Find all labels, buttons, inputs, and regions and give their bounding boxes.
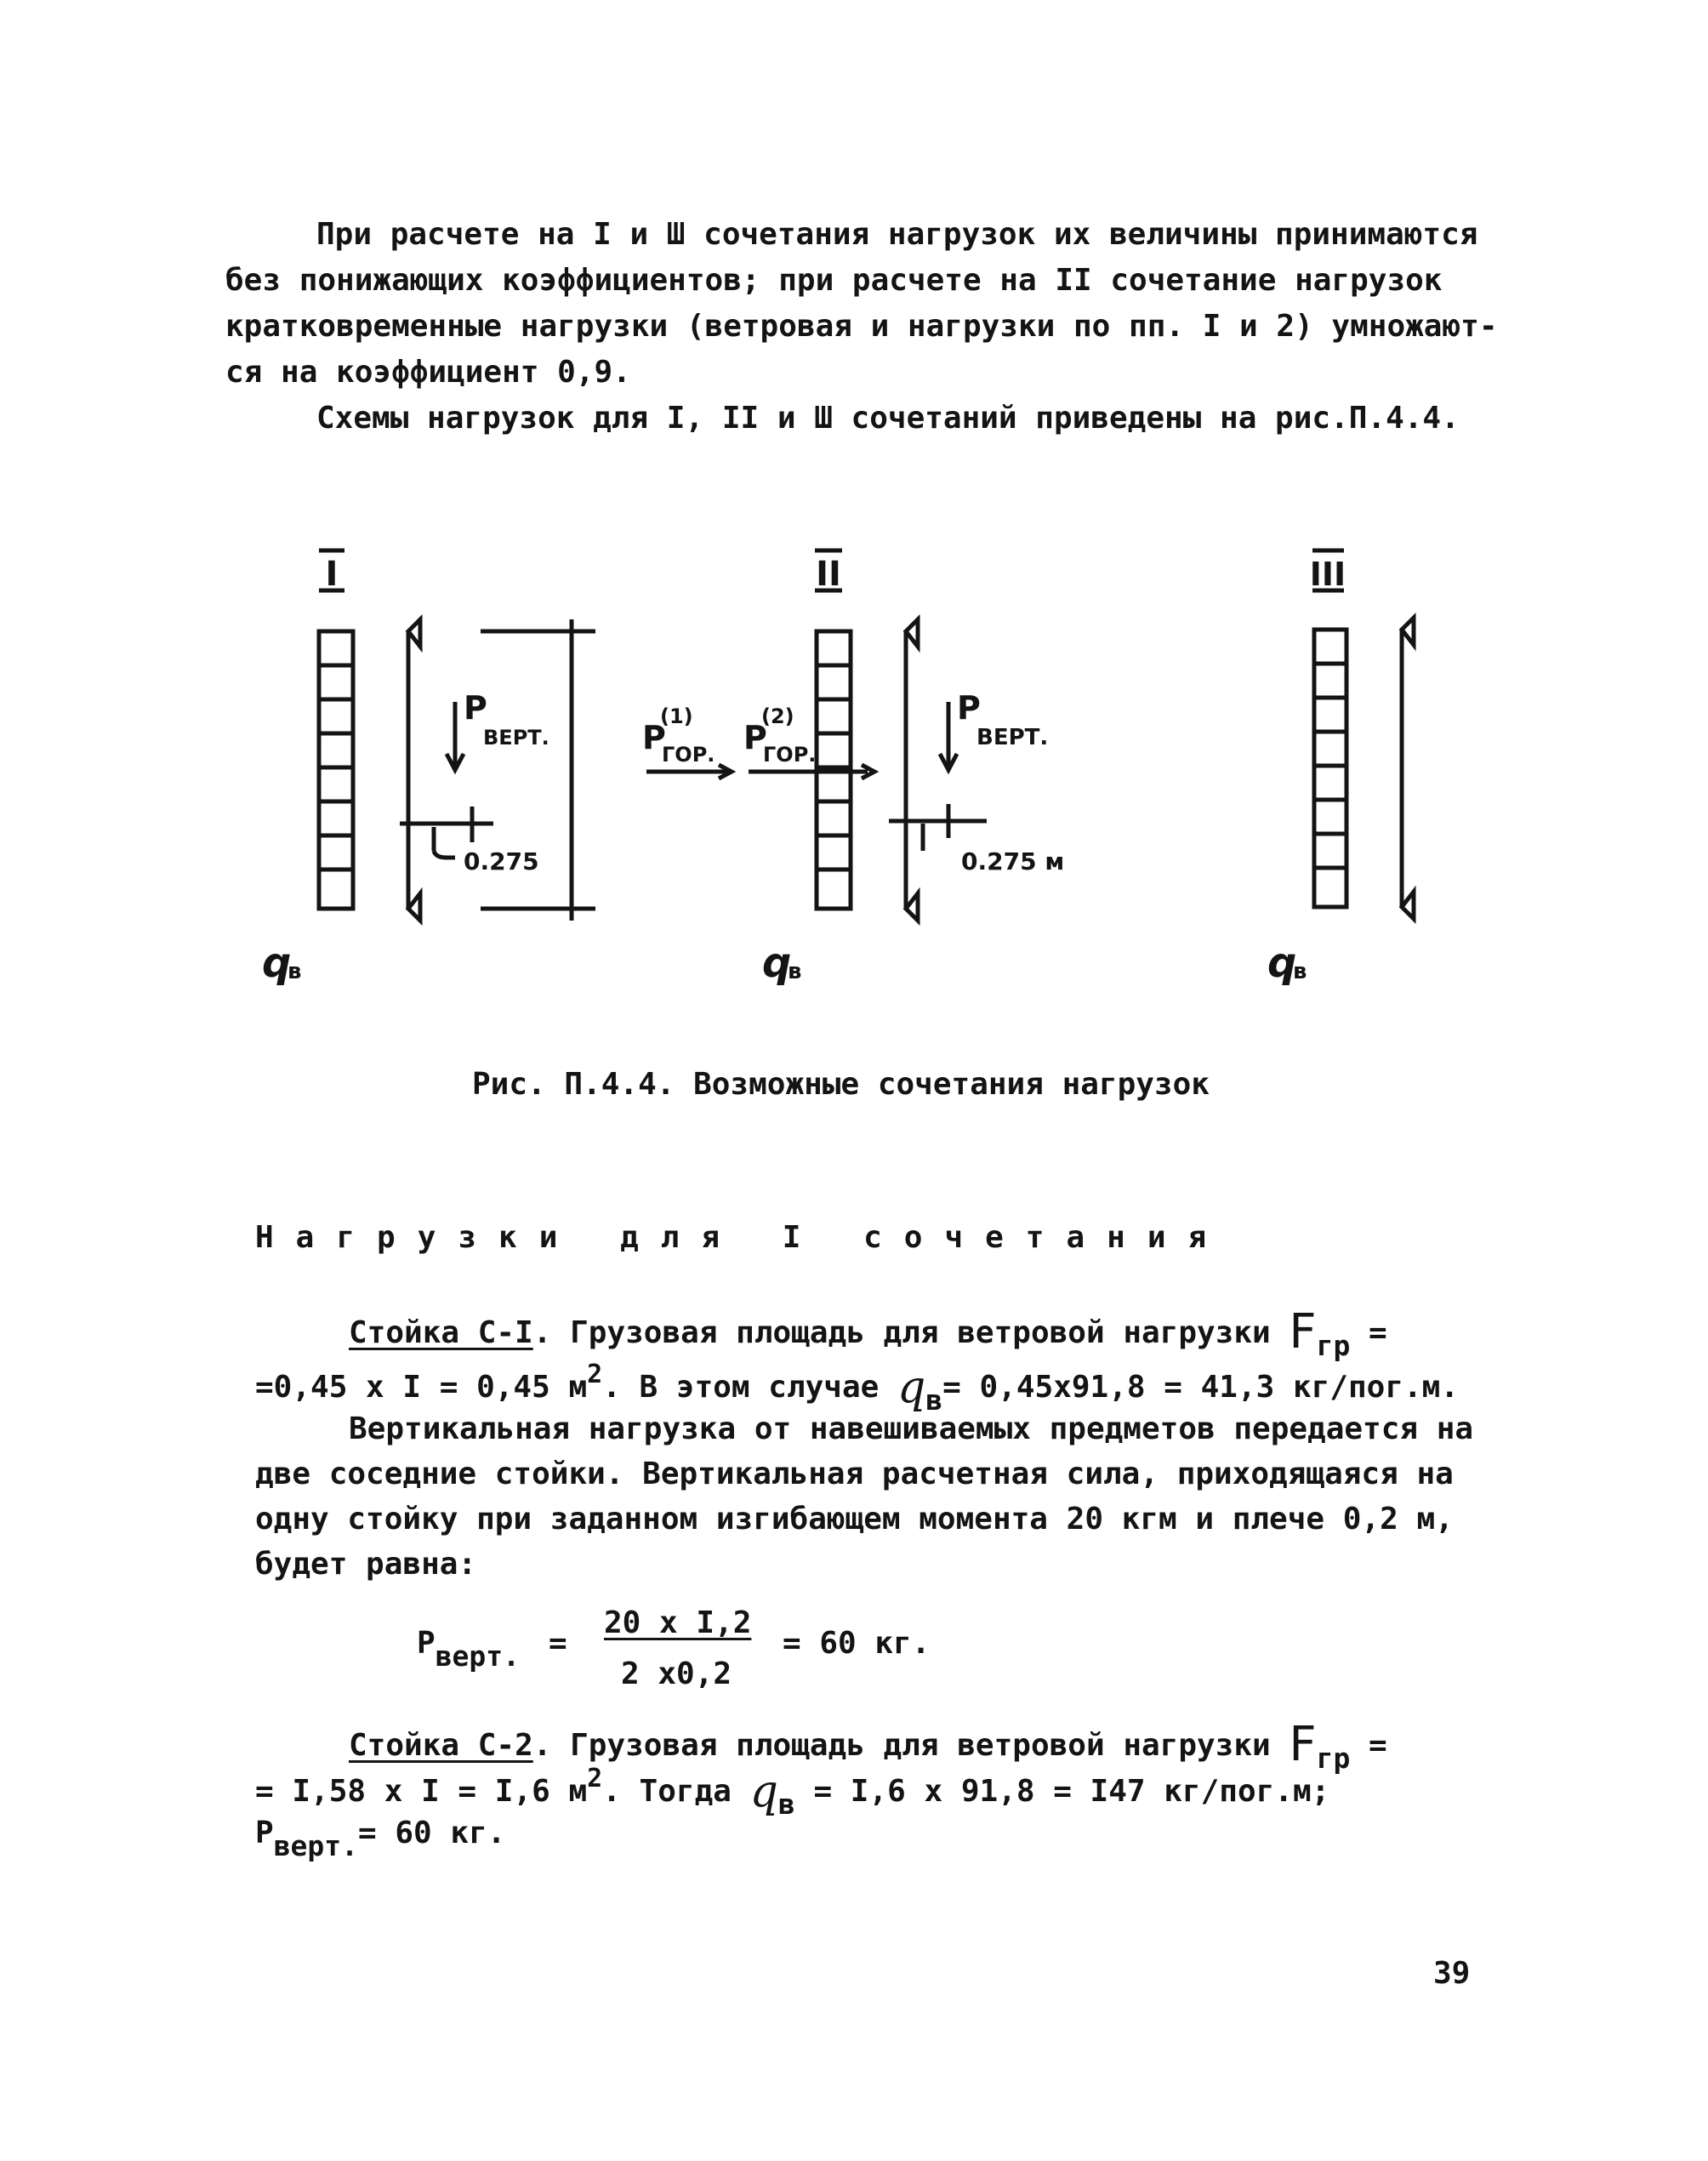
column-scheme-3 [1314, 630, 1346, 907]
p-hor-2-label: Р [743, 719, 767, 756]
rack-c1-line-2: =0,45 х I = 0,45 $м^2$. В этом случае qв= 0,45х91,8 = 41,3 кг/пог.м. [255, 1360, 1460, 1417]
q-b-scheme-1: q [262, 939, 292, 987]
column-ticks-scheme-1 [319, 665, 353, 870]
q-b-scheme-3: q [1267, 939, 1297, 987]
dimension-label-2: 0.275 м [961, 847, 1065, 875]
figure-caption: Рис. П.4.4. Возможные сочетания нагрузок [472, 1067, 1210, 1102]
rack-c1-label: Стойка С-I [349, 1315, 533, 1350]
p-hor-1-sub: ГОР. [662, 743, 715, 767]
formula-rhs: = 60 кг. [783, 1626, 931, 1661]
formula-eq: = [549, 1626, 567, 1661]
intro-line-4: ся на коэффициент 0,9. [225, 355, 631, 390]
q-b-sub-scheme-1: в [288, 959, 302, 984]
column-scheme-1 [319, 631, 353, 909]
intro-line-1: При расчете на I и Ш сочетания нагрузок их величины принимаются [316, 217, 1478, 252]
scheme-1 [319, 619, 595, 921]
scheme-2 [646, 619, 987, 921]
formula-numerator: 20 х I,2 [604, 1605, 752, 1640]
p-hor-2-sub: ГОР. [763, 743, 817, 767]
p-vert-label-2: Р [957, 689, 981, 727]
q-b-sub-scheme-3: в [1293, 959, 1307, 984]
para-line-3: одну стойку при заданном изгибающем момента 20 кгм и плече 0,2 м, [255, 1502, 1454, 1537]
dimension-label-1: 0.275 [464, 847, 539, 875]
q-b-sub-scheme-2: в [788, 959, 802, 984]
para-line-4: будет равна: [255, 1547, 477, 1582]
section-heading: Нагрузки для I сочетания [255, 1220, 1229, 1255]
intro-line-2: без понижающих коэффициентов; при расчете на II сочетание нагрузок [225, 263, 1443, 298]
p-vert-sub-1: ВЕРТ. [483, 726, 549, 750]
q-symbol: q [897, 1362, 926, 1413]
para-line-1: Вертикальная нагрузка от навешиваемых предметов передается на [349, 1411, 1474, 1446]
rack-c2-line-3: Рверт.= 60 кг. [255, 1816, 506, 1862]
formula-lhs: Рверт. [417, 1626, 521, 1673]
intro-line-3: кратковременные нагрузки (ветровая и нагрузки по пп. I и 2) умножают- [225, 309, 1498, 344]
rack-c2-label: Стойка С-2 [349, 1728, 533, 1763]
intro-line-5: Схемы нагрузок для I, II и Ш сочетаний приведены на рис.П.4.4. [316, 401, 1460, 436]
scheme-3-label: III [1309, 556, 1346, 593]
rack-c2-line-1: Стойка С-2. Грузовая площадь для ветровой нагрузки Fгр = [349, 1717, 1387, 1775]
scheme-3 [1314, 618, 1414, 919]
p-hor-1-sup: (1) [660, 704, 693, 728]
scheme-2-label: II [816, 555, 841, 594]
f-symbol: F [1289, 1304, 1317, 1360]
scheme-1-label: I [325, 555, 339, 594]
q-b-scheme-2: q [762, 939, 792, 987]
formula-denominator: 2 х0,2 [621, 1656, 732, 1691]
p-vert-label-1: Р [464, 689, 487, 727]
rack-c2-line-2: = I,58 х I = I,6 $м^2$. Тогда qв = I,6 х 91,8 = I47 кг/пог.м; [255, 1764, 1330, 1821]
p-hor-1-label: Р [642, 719, 666, 756]
p-hor-2-sup: (2) [761, 704, 794, 728]
rack-c1-line-1: Стойка С-I. Грузовая площадь для ветровой нагрузки Fгр = [349, 1304, 1387, 1362]
para-line-2: две соседние стойки. Вертикальная расчетная сила, приходящаяся на [255, 1457, 1454, 1491]
p-vert-sub-2: ВЕРТ. [976, 725, 1049, 750]
page-number: 39 [1433, 1956, 1471, 1991]
